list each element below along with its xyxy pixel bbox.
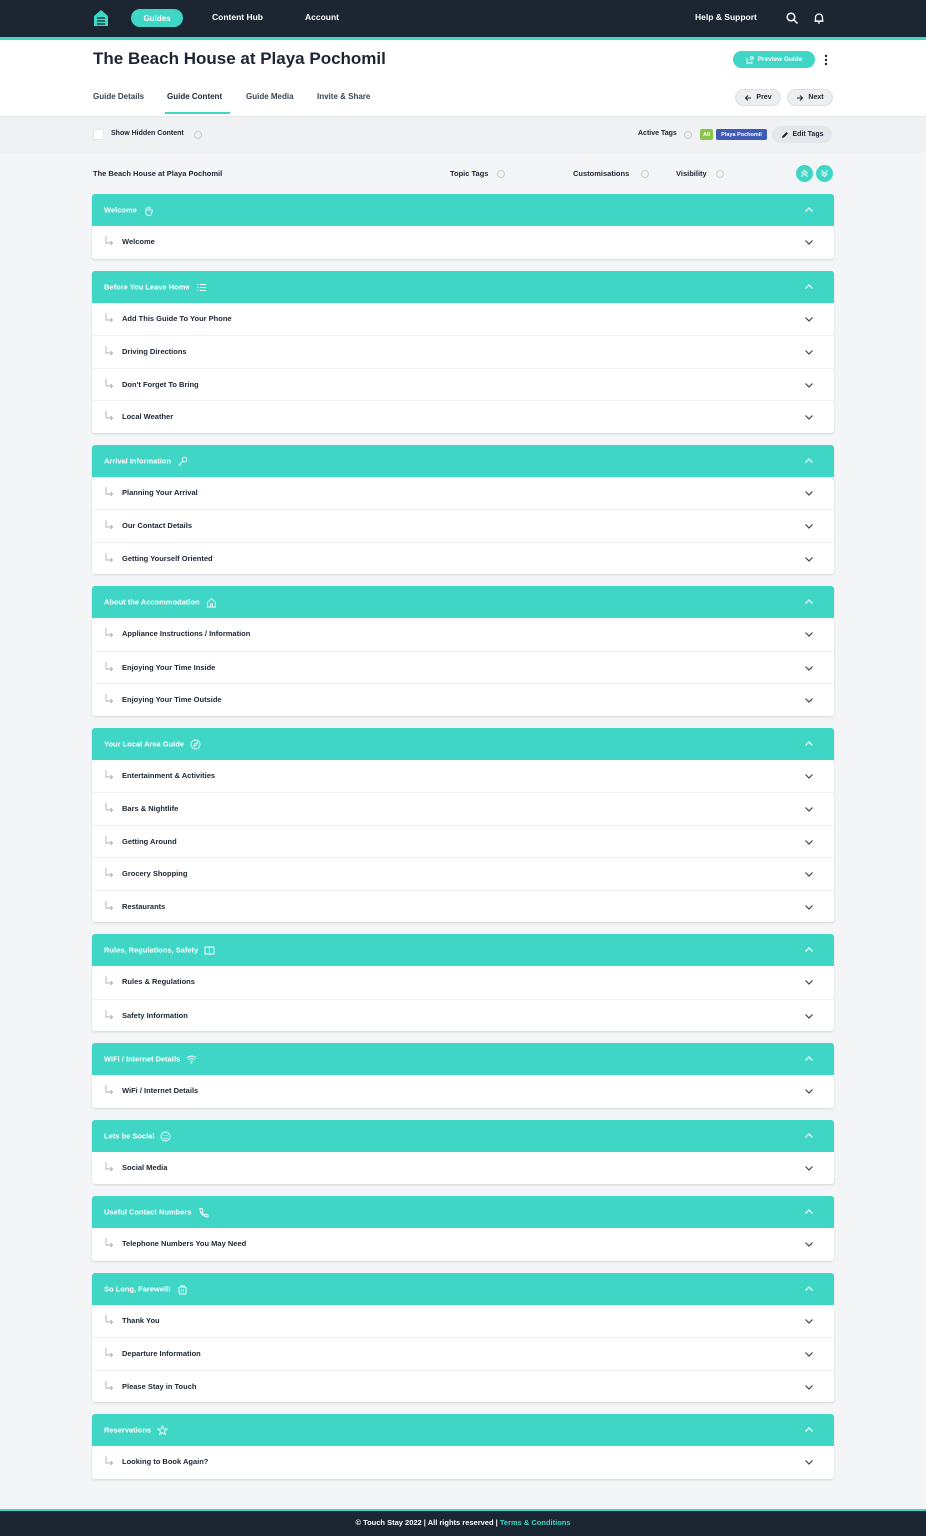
section-card (92, 1120, 834, 1185)
section-title (104, 205, 154, 216)
compass-icon (190, 739, 201, 750)
chevron-down-icon[interactable] (804, 771, 814, 781)
section-title (104, 945, 215, 956)
sub-item-arrow-icon (104, 835, 114, 847)
search-icon[interactable] (785, 11, 799, 25)
nav-account[interactable]: Account (305, 12, 339, 22)
list-item[interactable] (92, 1075, 834, 1108)
tab-guide-details[interactable]: Guide Details (93, 92, 145, 101)
list-item[interactable] (92, 890, 834, 923)
list-item-label: Social Media (122, 1162, 168, 1172)
section-title (104, 1054, 197, 1065)
list-item[interactable] (92, 477, 834, 510)
prev-button[interactable] (735, 89, 781, 106)
sub-item-arrow-icon (104, 693, 114, 705)
arrow-left-icon (744, 94, 752, 102)
section-items (92, 760, 834, 923)
list-item-label: WiFi / Internet Details (122, 1086, 199, 1095)
sub-item-arrow-icon (104, 1161, 114, 1173)
section-items (92, 1152, 834, 1185)
section-title-text: WiFi / Internet Details (104, 1054, 181, 1064)
chevron-up-icon[interactable] (804, 1207, 814, 1217)
section-title-text: About the Accommodation (104, 597, 200, 607)
chevron-down-icon[interactable] (804, 663, 814, 673)
info-icon[interactable] (641, 170, 649, 178)
edit-tags-label: Edit Tags (792, 131, 824, 138)
list-item-label: Restaurants (122, 901, 166, 911)
topic-tags-column: Topic Tags (450, 169, 489, 178)
wifi-icon (186, 1054, 197, 1065)
chevron-down-icon[interactable] (804, 629, 814, 639)
chevron-down-icon[interactable] (804, 347, 814, 357)
list-item[interactable] (92, 651, 834, 684)
tab-guide-content[interactable]: Guide Content (167, 92, 223, 101)
section-card (92, 1273, 834, 1403)
preview-guide-label: Preview Guide (757, 56, 803, 63)
list-item[interactable] (92, 999, 834, 1032)
section-title-text: Arrival Information (104, 455, 172, 465)
double-chevron-up-icon (800, 169, 809, 178)
chevron-up-icon[interactable] (804, 597, 814, 607)
section-items (92, 1305, 834, 1403)
sub-item-arrow-icon (104, 769, 114, 781)
tag-all-badge[interactable]: All (700, 129, 713, 140)
next-label: Next (808, 94, 824, 101)
chevron-down-icon[interactable] (804, 1349, 814, 1359)
sub-item-arrow-icon (104, 1347, 114, 1359)
sub-item-arrow-icon (104, 1380, 114, 1392)
list-item-label: Please Stay in Touch (122, 1381, 197, 1391)
list-item[interactable] (92, 368, 834, 401)
sub-item-arrow-icon (104, 486, 114, 498)
home-icon (206, 597, 217, 608)
chevron-down-icon[interactable] (804, 237, 814, 247)
section-title (104, 597, 217, 608)
list-item-label: Local Weather (122, 412, 174, 421)
key-icon (177, 456, 188, 467)
chevron-down-icon[interactable] (804, 695, 814, 705)
section-title-text: Lets be Social (104, 1130, 155, 1140)
sub-item-arrow-icon (104, 1455, 114, 1467)
nav-content-hub[interactable]: Content Hub (212, 12, 263, 22)
section-items (92, 303, 834, 433)
list-item-label: Grocery Shopping (122, 869, 188, 878)
chevron-down-icon[interactable] (804, 314, 814, 324)
chevron-down-icon[interactable] (804, 521, 814, 531)
external-link-icon (746, 56, 754, 64)
section-card (92, 728, 834, 923)
section-card (92, 586, 834, 716)
chevron-down-icon[interactable] (804, 412, 814, 422)
list-item-label: Thank You (122, 1315, 160, 1325)
customisations-column: Customisations (573, 169, 630, 178)
chevron-up-icon[interactable] (804, 739, 814, 749)
list-item-label: Rules & Regulations (122, 977, 195, 986)
section-header[interactable] (92, 934, 834, 966)
section-header[interactable] (92, 271, 834, 303)
chevron-up-icon[interactable] (804, 1284, 814, 1294)
star-icon (157, 1425, 168, 1436)
expand-all-button[interactable] (816, 165, 833, 182)
sub-item-arrow-icon (104, 975, 114, 987)
info-icon[interactable] (716, 170, 724, 178)
chevron-down-icon[interactable] (804, 837, 814, 847)
sub-item-arrow-icon (104, 519, 114, 531)
section-items (92, 1446, 834, 1479)
section-card (92, 1414, 834, 1479)
section-header[interactable] (92, 194, 834, 226)
section-title-text: Rules, Regulations, Safety (104, 945, 199, 955)
sub-item-arrow-icon (104, 627, 114, 639)
sub-item-arrow-icon (104, 378, 114, 390)
section-items (92, 477, 834, 575)
section-title (104, 739, 201, 750)
section-header[interactable] (92, 728, 834, 760)
section-title (104, 282, 207, 293)
prev-label: Prev (756, 94, 772, 101)
list-item-label: Enjoying Your Time Outside (122, 695, 222, 704)
list-item-label: Our Contact Details (122, 521, 193, 530)
list-item[interactable] (92, 335, 834, 368)
book-icon (204, 945, 215, 956)
tab-guide-media[interactable]: Guide Media (246, 92, 294, 101)
chevron-up-icon[interactable] (804, 945, 814, 955)
list-item-label: Appliance Instructions / Information (122, 629, 251, 638)
chevron-down-icon[interactable] (804, 1163, 814, 1173)
list-item[interactable] (92, 226, 834, 259)
list-item-label: Getting Around (122, 836, 177, 846)
sub-item-arrow-icon (104, 802, 114, 814)
list-item-label: Looking to Book Again? (122, 1457, 209, 1466)
section-card (92, 1043, 834, 1108)
section-items (92, 966, 834, 1031)
section-title-text: Reservations (104, 1425, 152, 1435)
edit-tags-button[interactable] (772, 126, 832, 143)
list-item[interactable] (92, 1337, 834, 1370)
list-item-label: Planning Your Arrival (122, 487, 198, 497)
chevron-up-icon[interactable] (804, 1425, 814, 1435)
chevron-down-icon[interactable] (804, 804, 814, 814)
pencil-icon (781, 131, 789, 139)
smiley-icon (160, 1131, 171, 1142)
chevron-up-icon[interactable] (804, 1054, 814, 1064)
section-header[interactable] (92, 1120, 834, 1152)
sub-item-arrow-icon (104, 1314, 114, 1326)
chevron-up-icon[interactable] (804, 282, 814, 292)
chevron-down-icon[interactable] (804, 380, 814, 390)
section-title-text: So Long, Farewell! (104, 1283, 171, 1293)
phone-icon (198, 1207, 209, 1218)
visibility-column: Visibility (676, 169, 707, 178)
section-title (104, 456, 188, 467)
section-header[interactable] (92, 1196, 834, 1228)
section-items (92, 1228, 834, 1261)
info-icon[interactable] (497, 170, 505, 178)
terms-link[interactable]: Terms & Conditions (499, 1518, 571, 1527)
section-items (92, 226, 834, 259)
sub-item-arrow-icon (104, 235, 114, 247)
section-card (92, 194, 834, 259)
chevron-up-icon[interactable] (804, 1131, 814, 1141)
list-item[interactable] (92, 760, 834, 793)
sub-item-arrow-icon (104, 410, 114, 422)
list-item[interactable] (92, 1228, 834, 1261)
page-title: The Beach House at Playa Pochomil (93, 49, 386, 68)
section-title-text: Welcome (104, 205, 137, 215)
sub-item-arrow-icon (104, 900, 114, 912)
list-item-label: Telephone Numbers You May Need (122, 1239, 247, 1248)
chevron-down-icon[interactable] (804, 488, 814, 498)
sub-item-arrow-icon (104, 312, 114, 324)
section-card (92, 1196, 834, 1261)
sub-item-arrow-icon (104, 1237, 114, 1249)
list-item[interactable] (92, 509, 834, 542)
sub-item-arrow-icon (104, 1009, 114, 1021)
list-item-label: Entertainment & Activities (122, 770, 216, 780)
chevron-down-icon[interactable] (804, 554, 814, 564)
list-item[interactable] (92, 400, 834, 433)
list-item[interactable] (92, 1370, 834, 1403)
section-header[interactable] (92, 1414, 834, 1446)
footer-text (0, 1518, 926, 1527)
list-item-label: Getting Yourself Oriented (122, 553, 213, 563)
list-item[interactable] (92, 542, 834, 575)
collapse-all-button[interactable] (796, 165, 813, 182)
list-item-label: Bars & Nightlife (122, 804, 179, 813)
section-header[interactable] (92, 1273, 834, 1305)
section-card (92, 445, 834, 575)
list-item[interactable] (92, 1305, 834, 1338)
chevron-up-icon[interactable] (804, 456, 814, 466)
show-hidden-checkbox[interactable] (93, 129, 104, 140)
chevron-down-icon[interactable] (804, 902, 814, 912)
section-title-text: Your Local Area Guide (104, 738, 185, 748)
chevron-down-icon[interactable] (804, 1316, 814, 1326)
section-items (92, 618, 834, 716)
double-chevron-down-icon (820, 169, 829, 178)
section-header[interactable] (92, 445, 834, 477)
show-hidden-label: Show Hidden Content (111, 130, 184, 137)
nav-help-support[interactable]: Help & Support (695, 12, 757, 22)
active-tags-label: Active Tags (638, 130, 677, 137)
list-item-label: Safety Information (122, 1010, 188, 1020)
footer-copyright: © Touch Stay 2022 | All rights reserved | (355, 1518, 500, 1527)
list-item[interactable] (92, 618, 834, 651)
sub-item-arrow-icon (104, 661, 114, 673)
chevron-down-icon[interactable] (804, 1011, 814, 1021)
chevron-up-icon[interactable] (804, 205, 814, 215)
house-logo-icon[interactable] (93, 9, 109, 27)
hand-icon (143, 205, 154, 216)
list-item[interactable] (92, 1152, 834, 1185)
list-item[interactable] (92, 683, 834, 716)
section-title-text: Useful Contact Numbers (104, 1207, 192, 1217)
list-item[interactable] (92, 1446, 834, 1479)
section-title (104, 1207, 209, 1218)
section-header[interactable] (92, 586, 834, 618)
tag-playa-badge[interactable]: Playa Pochomil (716, 129, 767, 140)
chevron-down-icon[interactable] (804, 1382, 814, 1392)
list-item[interactable] (92, 857, 834, 890)
info-icon[interactable] (684, 131, 692, 139)
chevron-down-icon[interactable] (804, 1457, 814, 1467)
list-item[interactable] (92, 303, 834, 336)
section-title (104, 1425, 168, 1436)
arrow-right-icon (796, 94, 804, 102)
section-card (92, 934, 834, 1031)
list-item-label: Driving Directions (122, 347, 187, 356)
list-item-label: Enjoying Your Time Inside (122, 662, 216, 672)
section-items (92, 1075, 834, 1108)
list-item[interactable] (92, 825, 834, 858)
chevron-down-icon[interactable] (804, 869, 814, 879)
section-title-text: Before You Leave Home (104, 281, 190, 291)
chevron-down-icon[interactable] (804, 1086, 814, 1096)
bell-icon[interactable] (812, 11, 826, 25)
guide-name-column: The Beach House at Playa Pochomil (93, 169, 223, 178)
list-item-label: Welcome (122, 237, 155, 246)
chevron-down-icon[interactable] (804, 977, 814, 987)
section-card (92, 271, 834, 433)
sub-item-arrow-icon (104, 867, 114, 879)
checklist-icon (196, 282, 207, 293)
more-options-icon[interactable] (822, 52, 830, 68)
section-title (104, 1131, 171, 1142)
sub-item-arrow-icon (104, 345, 114, 357)
list-item[interactable] (92, 966, 834, 999)
sub-item-arrow-icon (104, 552, 114, 564)
next-button[interactable] (787, 89, 833, 106)
sub-item-arrow-icon (104, 1084, 114, 1096)
nav-guides[interactable]: Guides (131, 9, 183, 27)
preview-guide-button[interactable] (733, 51, 815, 68)
list-item[interactable] (92, 792, 834, 825)
luggage-icon (177, 1284, 188, 1295)
list-item-label: Don't Forget To Bring (122, 379, 199, 389)
chevron-down-icon[interactable] (804, 1239, 814, 1249)
list-item-label: Departure Information (122, 1349, 201, 1358)
list-item-label: Add This Guide To Your Phone (122, 313, 232, 323)
section-title (104, 1284, 188, 1295)
tab-invite-share[interactable]: Invite & Share (317, 92, 371, 101)
section-header[interactable] (92, 1043, 834, 1075)
active-tab-indicator (165, 112, 230, 114)
info-icon[interactable] (194, 131, 202, 139)
